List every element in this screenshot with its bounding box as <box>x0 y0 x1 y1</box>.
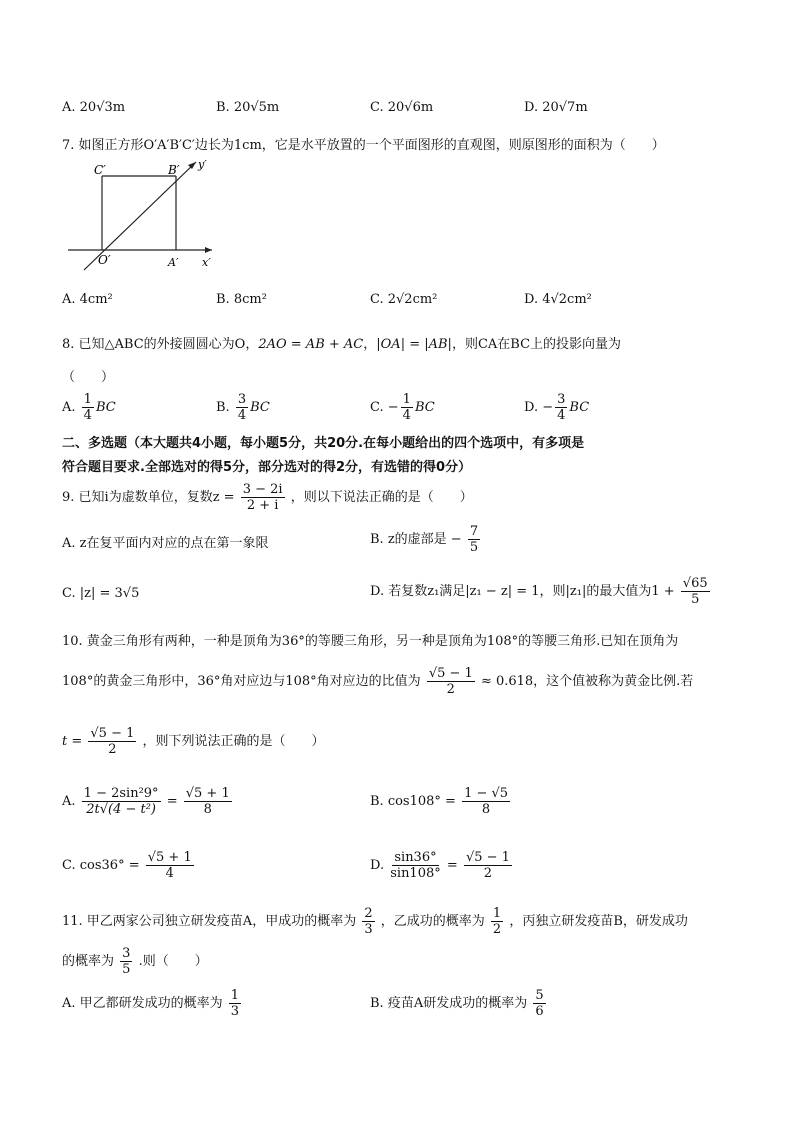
q8-a-prefix: A. <box>62 400 76 415</box>
q11-b-frac: $\frac{5}{6}$ <box>535 988 544 1019</box>
q10-b-frac: $\frac{1 - √5}{8}$ <box>464 786 509 817</box>
q8-c-prefix: C. <box>370 400 384 415</box>
q8-d-frac: $\frac{3}{4}$ <box>557 392 566 423</box>
q9-option-c[interactable]: C. |z| = 3√5 <box>62 586 140 601</box>
q6-option-a[interactable]: A. 20√3m <box>62 100 126 115</box>
q9-option-d[interactable] <box>370 576 712 607</box>
label-o: O′ <box>98 253 111 267</box>
q10-d-rfrac: $\frac{√5 - 1}{2}$ <box>465 850 510 881</box>
q8-c-frac: $\frac{1}{4}$ <box>402 392 411 423</box>
q11-line2-post: .则（ ） <box>138 954 208 969</box>
q10-option-b[interactable] <box>370 786 512 817</box>
q6-option-b[interactable]: B. 20√5m <box>216 100 280 115</box>
q10-line3-frac: $\frac{√5 - 1}{2}$ <box>90 726 135 757</box>
q8-stem <box>62 333 621 352</box>
q8-a-frac: $\frac{1}{4}$ <box>83 392 92 423</box>
q7-stem: 7. 如图正方形O′A′B′C′边长为1cm，它是水平放置的一个平面图形的直观图，则原图形的面积为（ ） <box>62 138 665 153</box>
q10-d-eq: = <box>446 858 458 873</box>
q9-d-pre: D. 若复数z₁满足|z₁ − z| = 1，则|z₁|的最大值为1 + <box>370 584 675 599</box>
q11-p1-frac: $\frac{2}{3}$ <box>364 906 373 937</box>
q9-stem <box>62 482 473 513</box>
q11-p2-frac: $\frac{1}{2}$ <box>492 906 502 937</box>
q8-sep: ， <box>363 337 377 352</box>
q10-a-rfrac: $\frac{√5 + 1}{8}$ <box>185 786 230 817</box>
q9-d-frac: $\frac{√65}{5}$ <box>682 576 708 607</box>
q11-line2-pre: 的概率为 <box>62 954 115 969</box>
q11-line1-post: ，丙独立研发疫苗B，研发成功 <box>509 914 688 929</box>
q10-line2 <box>62 666 693 697</box>
q7-figure <box>62 158 222 278</box>
q8-option-c[interactable] <box>370 392 435 423</box>
q8-c-minus: − <box>387 400 399 415</box>
q10-a-lfrac: $\frac{\text{1 − 2sin²9°}}{\text{2t√(4 − t²)}}$ <box>83 786 159 817</box>
section2-heading-line2: 符合题目要求.全部选对的得5分，部分选对的得2分，有选错的得0分） <box>62 460 472 475</box>
label-c: C′ <box>94 163 106 177</box>
q9-frac: $\frac{3 - 2i}{2 + i}$ <box>242 482 283 513</box>
q11-option-b[interactable] <box>370 988 548 1019</box>
q11-b-pre: B. 疫苗A研发成功的概率为 <box>370 996 528 1011</box>
q10-option-d[interactable] <box>370 850 514 881</box>
q11-p3-frac: $\frac{3}{5}$ <box>122 946 131 977</box>
q8-paren: （ ） <box>62 370 115 385</box>
q9-b-frac: $\frac{7}{5}$ <box>469 524 479 555</box>
label-b: B′ <box>168 163 180 177</box>
q10-line2-frac: $\frac{√5 - 1}{2}$ <box>428 666 473 697</box>
q8-b-vec: BC <box>250 400 270 415</box>
q10-a-pre: A. <box>62 794 76 809</box>
q10-option-c[interactable] <box>62 850 196 881</box>
q11-line1 <box>62 906 688 937</box>
q8-b-prefix: B. <box>216 400 230 415</box>
q10-d-pre: D. <box>370 858 385 873</box>
q10-a-eq: = <box>166 794 178 809</box>
q7-option-c[interactable]: C. 2√2cm² <box>370 292 438 307</box>
q10-d-lfrac: $\frac{\sin 36^\circ}{\sin 108^\circ}$ <box>390 850 441 881</box>
q10-option-a[interactable] <box>62 786 234 817</box>
q7-option-a[interactable]: A. 4cm² <box>62 292 113 307</box>
q8-option-d[interactable] <box>524 392 589 423</box>
q11-line1-pre: 11. 甲乙两家公司独立研发疫苗A，甲成功的概率为 <box>62 914 357 929</box>
q8-stem-pre: 8. 已知△ABC的外接圆圆心为O， <box>62 337 259 352</box>
q8-stem-post: ，则CA在BC上的投影向量为 <box>451 337 622 352</box>
q11-a-frac: $\frac{1}{3}$ <box>230 988 240 1019</box>
q10-c-pre: C. cos36° = <box>62 858 140 873</box>
q10-line3-pre: t = <box>62 734 83 749</box>
q11-a-pre: A. 甲乙都研发成功的概率为 <box>62 996 223 1011</box>
q10-line2-pre: 108°的黄金三角形中，36°角对应边与108°角对应边的比值为 <box>62 674 421 689</box>
q8-a-vec: BC <box>95 400 116 415</box>
label-a: A′ <box>168 256 179 269</box>
q9-stem-post: ，则以下说法正确的是（ ） <box>290 490 473 505</box>
q6-option-d[interactable]: D. 20√7m <box>524 100 588 115</box>
q8-eq2: |OA| = |AB| <box>376 337 452 352</box>
q11-line2 <box>62 946 208 977</box>
q9-option-a[interactable]: A. z在复平面内对应的点在第一象限 <box>62 536 269 551</box>
q6-option-c[interactable]: C. 20√6m <box>370 100 434 115</box>
q10-c-frac: $\frac{√5 + 1}{4}$ <box>147 850 192 881</box>
q9-stem-pre: 9. 已知i为虚数单位，复数z = <box>62 490 235 505</box>
q8-b-frac: $\frac{3}{4}$ <box>237 392 247 423</box>
q8-option-b[interactable] <box>216 392 270 423</box>
label-x: x′ <box>202 256 211 269</box>
label-y: y′ <box>198 158 207 171</box>
q8-option-a[interactable] <box>62 392 116 423</box>
q10-b-pre: B. cos108° = <box>370 794 456 809</box>
q10-line3-post: ，则下列说法正确的是（ ） <box>142 734 325 749</box>
q9-b-pre: B. z的虚部是 − <box>370 532 462 547</box>
q11-option-a[interactable] <box>62 988 243 1019</box>
section2-heading-line1: 二、多选题（本大题共4小题，每小题5分，共20分.在每小题给出的四个选项中，有多项是 <box>62 436 585 451</box>
q8-d-prefix: D. <box>524 400 539 415</box>
q8-eq1: 2AO = AB + AC <box>258 337 364 352</box>
q7-option-d[interactable]: D. 4√2cm² <box>524 292 592 307</box>
q10-line2-post: ≈ 0.618，这个值被称为黄金比例.若 <box>480 674 694 689</box>
q8-d-minus: − <box>542 400 554 415</box>
q10-line1: 10. 黄金三角形有两种，一种是顶角为36°的等腰三角形，另一种是顶角为108°的等腰三角形.已知在顶角为 <box>62 634 679 649</box>
q9-option-b[interactable] <box>370 524 482 555</box>
q11-line1-mid: ，乙成功的概率为 <box>380 914 485 929</box>
q10-line3 <box>62 726 325 757</box>
q7-option-b[interactable]: B. 8cm² <box>216 292 267 307</box>
q8-c-vec: BC <box>414 400 435 415</box>
q8-d-vec: BC <box>569 400 590 415</box>
